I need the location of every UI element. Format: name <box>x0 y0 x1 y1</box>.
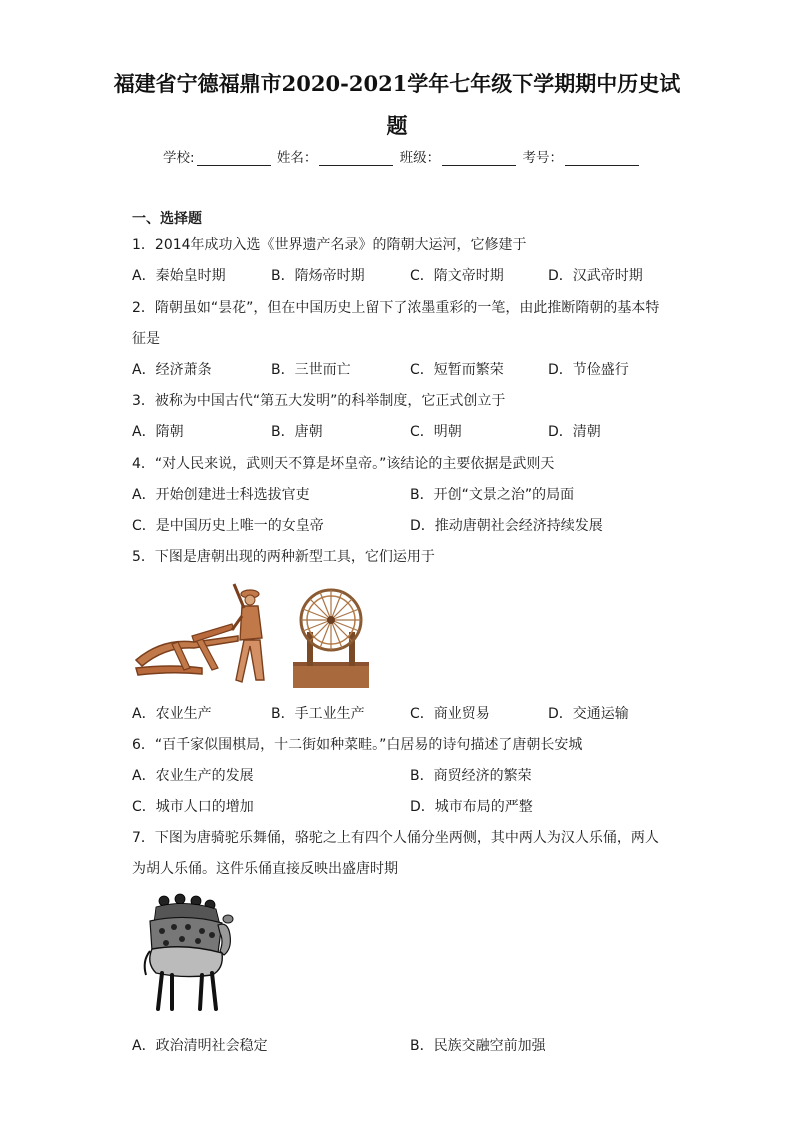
question-stem: 5．下图是唐朝出现的两种新型工具，它们运用于 <box>132 549 435 565</box>
exam-number-label: 考号： <box>522 150 563 166</box>
option-c: C．商业贸易 <box>410 706 490 722</box>
option-d: D．城市布局的严整 <box>410 799 533 815</box>
option-a: A．政治清明社会稳定 <box>132 1038 268 1054</box>
option-d: D．清朝 <box>548 424 601 440</box>
option-c: C．城市人口的增加 <box>132 799 254 815</box>
option-d: D．交通运输 <box>548 706 629 722</box>
question-stem: 7．下图为唐骑驼乐舞俑，骆驼之上有四个人俑分坐两侧，其中两人为汉人乐俑，两人 <box>132 830 659 846</box>
option-c: C．隋文帝时期 <box>410 268 504 284</box>
option-a: A．秦始皇时期 <box>132 268 226 284</box>
school-blank[interactable] <box>197 151 271 166</box>
option-a: A．开始创建进士科选拔官吏 <box>132 487 310 503</box>
option-b: B．手工业生产 <box>271 706 365 722</box>
option-a: A．农业生产的发展 <box>132 768 254 784</box>
name-blank[interactable] <box>319 151 393 166</box>
question-stem: 4．“对人民来说，武则天不算是坏皇帝。”该结论的主要依据是武则天 <box>132 456 555 472</box>
exam-title-line2: 题 <box>386 113 408 138</box>
option-c: C．明朝 <box>410 424 462 440</box>
option-b: B．商贸经济的繁荣 <box>410 768 532 784</box>
option-b: B．三世而亡 <box>271 362 351 378</box>
school-label: 学校: <box>163 150 195 166</box>
option-c: C．是中国历史上唯一的女皇帝 <box>132 518 324 534</box>
class-label: 班级： <box>399 150 441 166</box>
question-stem: 2．隋朝虽如“昙花”，但在中国历史上留下了浓墨重彩的一笔，由此推断隋朝的基本特 <box>132 300 660 316</box>
class-blank[interactable] <box>442 151 516 166</box>
camel-musicians-figurine-image <box>136 891 236 1017</box>
option-a: A．隋朝 <box>132 424 184 440</box>
question-stem-cont: 为胡人乐俑。这件乐俑直接反映出盛唐时期 <box>132 861 398 877</box>
exam-number-blank[interactable] <box>565 151 639 166</box>
option-d: D．汉武帝时期 <box>548 268 643 284</box>
option-b: B．开创“文景之治”的局面 <box>410 487 575 503</box>
option-d: D．推动唐朝社会经济持续发展 <box>410 518 603 534</box>
option-c: C．短暂而繁荣 <box>410 362 504 378</box>
question-stem: 1．2014年成功入选《世界遗产名录》的隋朝大运河，它修建于 <box>132 237 527 253</box>
question-stem: 3．被称为中国古代“第五大发明”的科举制度，它正式创立于 <box>132 393 506 409</box>
question-stem-cont: 征是 <box>132 331 160 347</box>
question-stem: 6．“百千家似围棋局，十二街如种菜畦。”白居易的诗句描述了唐朝长安城 <box>132 737 583 753</box>
option-a: A．农业生产 <box>132 706 212 722</box>
water-wheel-image <box>293 582 369 688</box>
student-info-row <box>163 146 641 166</box>
tang-plough-image <box>132 576 272 688</box>
option-d: D．节俭盛行 <box>548 362 629 378</box>
section-heading: 一、选择题 <box>132 211 202 227</box>
option-b: B．隋炀帝时期 <box>271 268 365 284</box>
option-a: A．经济萧条 <box>132 362 212 378</box>
exam-title-line1: 福建省宁德福鼎市2020-2021学年七年级下学期期中历史试 <box>113 71 681 96</box>
name-label: 姓名： <box>276 150 318 166</box>
option-b: B．民族交融空前加强 <box>410 1038 546 1054</box>
option-b: B．唐朝 <box>271 424 323 440</box>
